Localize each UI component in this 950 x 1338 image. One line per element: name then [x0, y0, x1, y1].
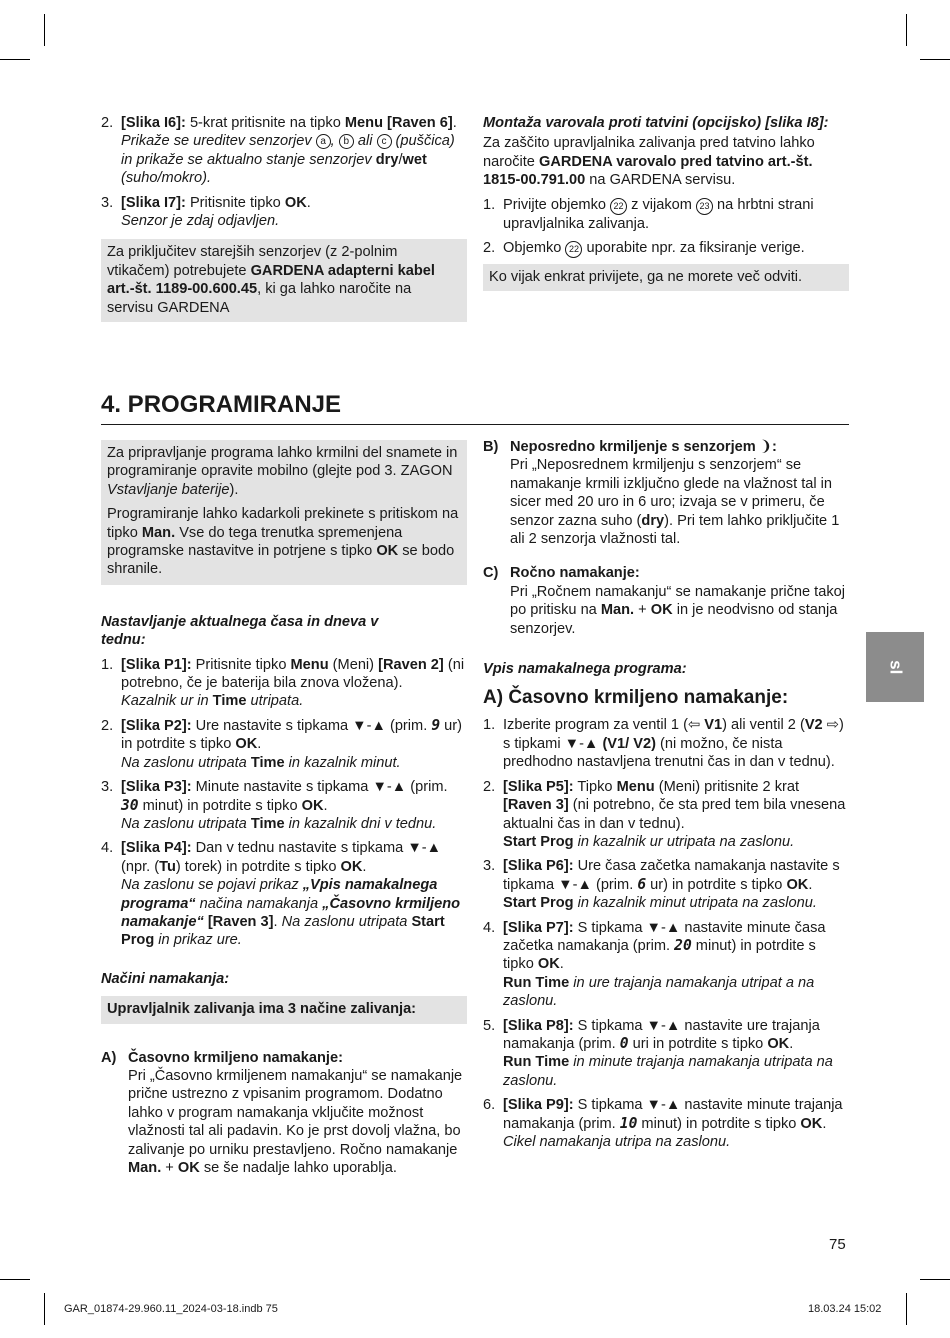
crop-mark	[920, 1279, 950, 1280]
right-top-column: Montaža varovala proti tatvini (opcijsko) [slika I8]: Za zaščito upravljalnika zalivanja pred tatvino lahko naročite GARDENA varovalo pred tatvino art.-št. 1815-00.791.00 na GARDENA servisu. 1. Privijte objemko 22 z vijakom 23 na hrbtni strani upravljalnika zalivanja. 2. Objemko 22 uporabite npr. za fiksiranje verige. Ko vijak enkrat privijete, ga ne morete več odviti.	[483, 114, 849, 291]
callout-22-icon: 22	[610, 198, 627, 215]
crop-mark	[0, 59, 30, 60]
footer-date: 18.03.24 15:02	[808, 1303, 882, 1315]
divider	[101, 424, 849, 425]
list-item: 2. [Slika I6]: 5-krat pritisnite na tipko Menu [Raven 6]. Prikaže se ureditev senzorjev a , b ali c (puščica) in prikaže se aktualno stanje senzorjev dry/wet (suho/mokro).	[101, 115, 457, 187]
list-item: 2. Objemko 22 uporabite npr. za fiksiranje verige.	[483, 240, 805, 257]
callout-22-icon: 22	[565, 241, 582, 258]
arrow-right-icon: ⇨	[826, 716, 839, 734]
crop-mark	[920, 59, 950, 60]
left-main-column	[101, 440, 467, 1177]
info-box: Upravljalnik zalivanja ima 3 načine zalivanja:	[101, 996, 467, 1023]
section-heading: Nastavljanje aktualnega časa in dneva v tednu:	[101, 613, 379, 649]
info-box: Za pripravljanje programa lahko krmilni del snamete in programiranje opravite mobilno (glejte pod 3. ZAGON Vstavljanje baterije). Programiranje lahko kadarkoli prekinete s pritiskom na tipko Man. Vse do tega trenutka spremenjena programske nastavitve in potrjene s tipko OK se bodo shranile.	[101, 440, 467, 585]
list-item: 3. [Slika P6]: Ure časa začetka namakanja nastavite s tipkama ▼-▲ (prim. 6 ur) in potrdite s tipko OK. Start Prog in kazalnik minut utripata na zaslonu.	[483, 858, 840, 912]
crop-mark	[44, 14, 45, 46]
callout-a-icon: a	[316, 134, 331, 149]
sensor-icon: ❩	[759, 438, 773, 455]
crop-mark	[906, 1293, 907, 1325]
mode-b: B) Neposredno krmiljenje s senzorjem ❩: Pri „Neposrednem krmiljenju s senzorjem“ se namakanje krmili izključno glede na vlažnost tal in sicer med 20 uro in 6 uro; izvaja se v primeru, če senzor zazna suho (dry). Pri tem lahko priključite 1 ali 2 senzorja vlažnosti tal.	[483, 438, 840, 548]
note-box: Ko vijak enkrat privijete, ga ne morete več odviti.	[483, 264, 849, 291]
section-heading: Vpis namakalnega programa:	[483, 661, 687, 678]
subsection-heading: A) Časovno krmiljeno namakanje:	[483, 687, 789, 709]
list-item: 1. [Slika P1]: Pritisnite tipko Menu (Meni) [Raven 2] (ni potrebno, če je baterija bila znova vložena). Kazalnik ur in Time utripata.	[101, 656, 465, 710]
page-title: 4. PROGRAMIRANJE	[101, 391, 342, 418]
page-number: 75	[829, 1236, 846, 1253]
list-item: 6. [Slika P9]: S tipkama ▼-▲ nastavite minute trajanja namakanja (prim. 10 minut) in potrdite s tipko OK. Cikel namakanja utripa na zaslonu.	[483, 1097, 843, 1150]
crop-mark	[44, 1293, 45, 1325]
list-item: 4. [Slika P7]: S tipkama ▼-▲ nastavite minute časa začetka namakanja (prim. 20 minut) in potrdite s tipko OK. Run Time in ure trajanja namakanja utripat a na zaslonu.	[483, 919, 826, 1010]
list-item: 1. Privijte objemko 22 z vijakom 23 na hrbtni strani upravljalnika zalivanja.	[483, 196, 814, 232]
mode-a: A) Časovno krmiljeno namakanje: Pri „Časovno krmiljenem namakanju“ se namakanje prične ustrezno z vpisanim programom. Dodatno lahko v program namakanja vključite možnost vlažnosti tal ali padavin. Ko je prst dovolj vlažna, bo zalivanje po urniku prestavljeno. Ročno namakanje Man. + OK se še nadalje lahko uporablja.	[101, 1049, 463, 1176]
right-main-column	[483, 438, 849, 1157]
callout-c-icon: c	[377, 134, 392, 149]
footer-file: GAR_01874-29.960.11_2024-03-18.indb 75	[64, 1303, 278, 1315]
list-item: 1. Izberite program za ventil 1 (⇦ V1) ali ventil 2 (V2 ⇨) s tipkami ▼-▲ (V1/ V2) (ni možno, če nista predhodno nastavljena trenutni čas in dan v tednu).	[483, 716, 844, 771]
arrow-left-icon: ⇦	[687, 716, 701, 734]
list-item: 4. [Slika P4]: Dan v tednu nastavite s tipkama ▼-▲ (npr. (Tu) torek) in potrdite s tipko OK. Na zaslonu se pojavi prikaz „Vpis namakalnega programa“ načina namakanja „Časovno krmiljeno namakanje“ [Raven 3]. Na zaslonu utripata Start Prog in prikaz ure.	[101, 840, 461, 949]
list-item: 5. [Slika P8]: S tipkama ▼-▲ nastavite ure trajanja namakanja (prim. 0 uri in potrdite s tipko OK. Run Time in minute trajanja namakanja utripata na zaslonu.	[483, 1017, 833, 1089]
section-heading: Načini namakanja:	[101, 970, 230, 987]
crop-mark	[0, 1279, 30, 1280]
list-item: 2. [Slika P2]: Ure nastavite s tipkama ▼-▲ (prim. 9 ur) in potrdite s tipko OK. Na zaslonu utripata Time in kazalnik minut.	[101, 716, 462, 771]
list-item: 3. [Slika I7]: Pritisnite tipko OK. Senzor je zdaj odjavljen.	[101, 194, 311, 230]
callout-23-icon: 23	[696, 198, 713, 215]
mode-c: C) Ročno namakanje: Pri „Ročnem namakanju“ se namakanje prične takoj po pritisku na Man. + OK in je neodvisno od stanja senzorjev.	[483, 565, 846, 637]
list-item: 3. [Slika P3]: Minute nastavite s tipkama ▼-▲ (prim. 30 minut) in potrdite s tipko OK. Na zaslonu utripata Time in kazalnik dni v tednu.	[101, 779, 448, 832]
callout-b-icon: b	[339, 134, 354, 149]
list-item: 2. [Slika P5]: Tipko Menu (Meni) pritisnite 2 krat [Raven 3] (ni potrebno, če sta pred tem bila vnesena aktualni čas in dan v tednu). Start Prog in kazalnik ur utripata na zaslonu.	[483, 778, 846, 850]
language-tab: sl	[866, 632, 924, 702]
section-heading: Montaža varovala proti tatvini (opcijsko) [slika I8]:	[483, 115, 829, 131]
crop-mark	[906, 14, 907, 46]
left-top-column	[101, 114, 467, 322]
note-box: Za priključitev starejših senzorjev (z 2-polnim vtikačem) potrebujete GARDENA adapterni kabel art.-št. 1189-00.600.45, ki ga lahko naročite na servisu GARDENA	[101, 239, 467, 322]
